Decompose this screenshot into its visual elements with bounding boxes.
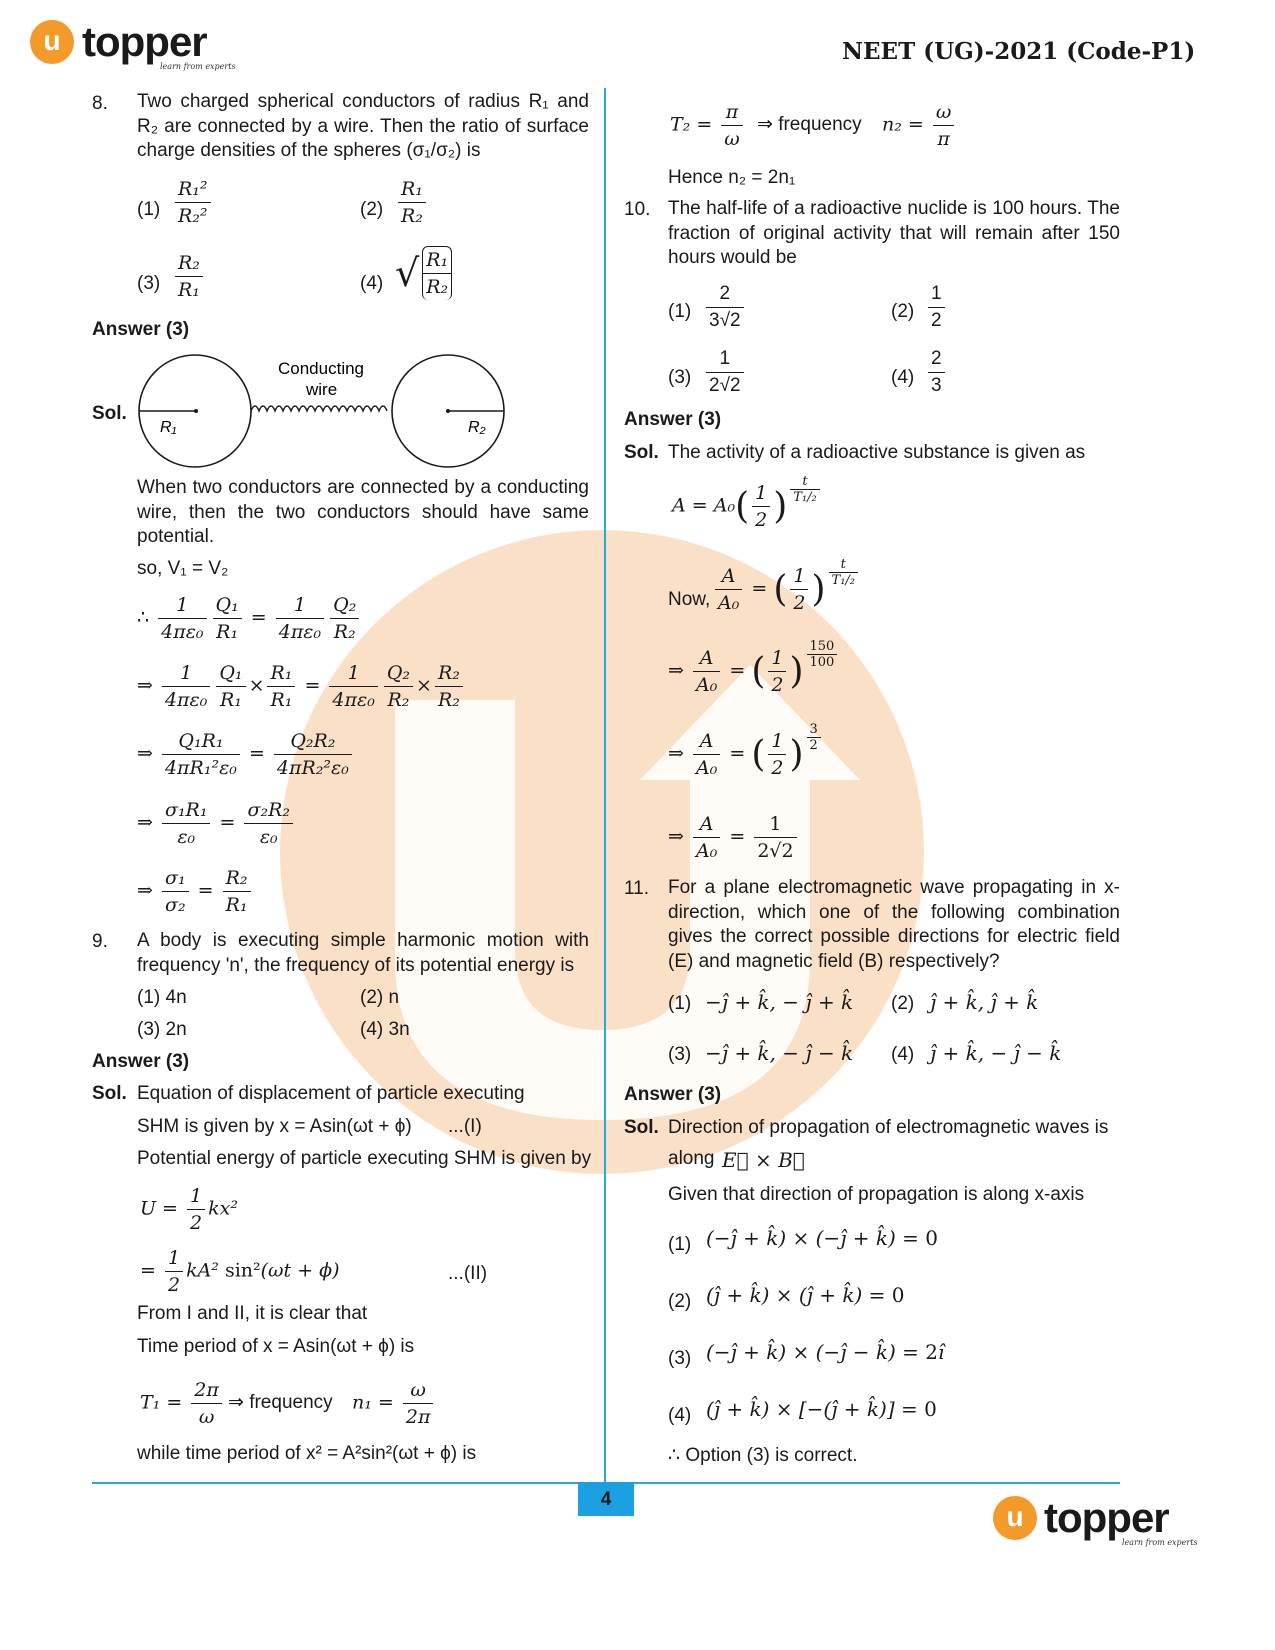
q9-sol-line-1: Equation of displacement of particle executing bbox=[137, 1083, 525, 1104]
q8-eq-5: ⇒ $\frac{\text{σ₁}}{\text{σ₂}}$ = $\frac{\text{R₂}}{\text{R₁}}$ bbox=[137, 865, 254, 918]
q8-eq-3: ⇒ $\frac{\text{Q₁R₁}}{\text{4πR₁²ε₀}}$ = $\frac{\text{Q₂R₂}}{\text{4πR₂²ε₀}}$ bbox=[137, 728, 355, 781]
q8-eq-1: ∴ $\frac{1}{\text{4πε₀}}$ $\frac{\text{Q₁}}{\text{R₁}}$ = $\frac{1}{\text{4πε₀}}$ $\frac{\text{Q₂}}{\text{R₂}}$ bbox=[137, 592, 362, 645]
q9-ref-1: ...(I) bbox=[448, 1116, 482, 1137]
q11-conclusion: ∴ Option (3) is correct. bbox=[668, 1445, 858, 1466]
q11-option-4-formula: ĵ + k̂, − ĵ − k̂ bbox=[930, 1041, 1062, 1065]
q8-eq-2: ⇒ $\frac{1}{\text{4πε₀}}$ $\frac{\text{Q₁}}{\text{R₁}}$ × $\frac{\text{R₁}}{\text{R₁}}$ = $\frac{1}{\text{4πε₀}}$ $\frac{\text{Q₂}}{\text{R₂}}$ × $\frac{\text{R₂}}{\text{R₂}}$ bbox=[137, 660, 466, 713]
q8-option-4-formula: √ $\frac{\text{R₁}}{\text{R₂}}$ bbox=[395, 246, 455, 300]
brand-tagline: learn from experts bbox=[160, 62, 236, 71]
watermark-logo bbox=[280, 530, 925, 1175]
q9-eq-potential-energy: U = $\frac{1}{2}$ kx² bbox=[140, 1185, 238, 1234]
q10-question: The half-life of a radioactive nuclide is 100 hours. The fraction of original activity that will remain after 150 hours would be bbox=[668, 198, 1120, 268]
q11-option-3-formula: −ĵ + k̂, − ĵ − k̂ bbox=[705, 1041, 854, 1065]
q8-option-2-formula: $\frac{\text{R₁}}{\text{R₂}}$ bbox=[395, 176, 429, 229]
q11-option-2-formula: ĵ + k̂, ĵ + k̂ bbox=[930, 990, 1039, 1014]
q10-now: Now, bbox=[668, 589, 711, 610]
q10-eq-simplified: ⇒ $\frac{A}{\text{A₀}}$ = ( $\frac{1}{2}$ ) $^{\frac{3}{2}}$ bbox=[668, 728, 824, 781]
q11-along: along bbox=[668, 1148, 715, 1169]
q11-check-4: (ĵ + k̂) × [−(ĵ + k̂)] = 0 bbox=[706, 1397, 937, 1421]
q11-check-3-label: (3) bbox=[668, 1348, 692, 1369]
footer-brand-name: topper bbox=[1044, 1494, 1169, 1541]
q10-eq-result: ⇒ $\frac{A}{\text{A₀}}$ = $\frac{1}{2√2}$ bbox=[668, 811, 800, 864]
q8-option-1-label: (1) bbox=[137, 199, 161, 220]
q8-number: 8. bbox=[92, 93, 108, 114]
q10-eq-ratio: $\frac{A}{\text{A₀}}$ = ( $\frac{1}{2}$ ) $^{\frac{t}{\text{T₁/₂}}}$ bbox=[712, 563, 861, 616]
q8-answer: Answer (3) bbox=[92, 319, 190, 340]
q8-r2-label: R₂ bbox=[468, 419, 486, 436]
q9-eq-period-1: T₁ = $\frac{2\pi}{\omega}$ bbox=[140, 1377, 225, 1430]
q9-option-1: (1) 4n bbox=[137, 987, 187, 1008]
q9-frequency-label: ⇒ frequency bbox=[228, 1392, 333, 1413]
q9-hence: Hence n₂ = 2n₁ bbox=[668, 167, 796, 188]
q10-number: 10. bbox=[624, 199, 651, 220]
q11-check-2: (ĵ + k̂) × (ĵ + k̂) = 0 bbox=[706, 1283, 905, 1307]
q10-option-4-label: (4) bbox=[891, 367, 915, 388]
q8-option-3-label: (3) bbox=[137, 273, 161, 294]
q9-eq-freq-1: n₁ = $\frac{\omega}{2\pi}$ bbox=[352, 1377, 436, 1430]
q9-sol-label: Sol. bbox=[92, 1083, 127, 1104]
q8-so-line: so, V₁ = V₂ bbox=[137, 558, 229, 579]
q8-option-3-formula: $\frac{\text{R₂}}{\text{R₁}}$ bbox=[172, 250, 206, 303]
q10-answer: Answer (3) bbox=[624, 409, 722, 430]
q8-wire-label-2: wire bbox=[306, 380, 338, 399]
q8-wire-label-1: Conducting bbox=[278, 359, 365, 378]
q10-eq-substituted: ⇒ $\frac{A}{\text{A₀}}$ = ( $\frac{1}{2}$ ) $^{\frac{150}{100}}$ bbox=[668, 645, 840, 698]
q11-number: 11. bbox=[624, 878, 650, 899]
q11-check-1: (−ĵ + k̂) × (−ĵ + k̂) = 0 bbox=[706, 1226, 938, 1250]
q10-option-2-formula: $\frac{1}{2}$ bbox=[925, 281, 948, 334]
topper-logo-icon: u bbox=[30, 20, 74, 64]
q11-sol-line-2: Given that direction of propagation is along x-axis bbox=[668, 1184, 1085, 1205]
q9-ref-2: ...(II) bbox=[448, 1263, 488, 1284]
q10-sol-label: Sol. bbox=[624, 442, 659, 463]
q9-eq-freq-2: n₂ = $\frac{\omega}{\pi}$ bbox=[882, 99, 957, 152]
page-number: 4 bbox=[600, 1489, 612, 1510]
q8-eq-4: ⇒ $\frac{\text{σ₁R₁}}{\text{ε₀}}$ = $\frac{\text{σ₂R₂}}{\text{ε₀}}$ bbox=[137, 797, 296, 850]
q11-option-2-label: (2) bbox=[891, 993, 915, 1014]
q11-question: For a plane electromagnetic wave propagating in x-direction, which one of the following combination gives the correct possible directions for electric field (E) and magnetic field (B) respectively? bbox=[668, 877, 1120, 972]
q8-option-2-label: (2) bbox=[360, 199, 384, 220]
q11-check-2-label: (2) bbox=[668, 1291, 692, 1312]
q9-sol-line-3: Potential energy of particle executing SHM is given by bbox=[137, 1148, 592, 1169]
q11-option-1-formula: −ĵ + k̂, − ĵ + k̂ bbox=[705, 990, 854, 1014]
q10-option-3-formula: $\frac{1}{2√2}$ bbox=[703, 346, 747, 399]
q8-conductors-diagram bbox=[138, 354, 508, 470]
q9-question: A body is executing simple harmonic motion with frequency 'n', the frequency of its potential energy is bbox=[137, 930, 589, 976]
footer-brand-tagline: learn from experts bbox=[1122, 1538, 1198, 1547]
q9-number: 9. bbox=[92, 931, 108, 952]
q9-option-2: (2) n bbox=[360, 987, 400, 1008]
q11-option-1-label: (1) bbox=[668, 993, 692, 1014]
q8-explanation: When two conductors are connected by a conducting wire, then the two conductors should have same potential. bbox=[137, 477, 589, 547]
q9-option-3: (3) 2n bbox=[137, 1019, 187, 1040]
q9-sol-line-4: From I and II, it is clear that bbox=[137, 1303, 368, 1324]
q9-eq-period-2: T₂ = $\frac{\pi}{\omega}$ bbox=[670, 99, 746, 152]
q10-option-3-label: (3) bbox=[668, 367, 692, 388]
q11-check-1-label: (1) bbox=[668, 1234, 692, 1255]
q9-eq-expanded: = $\frac{1}{2}$ kA² sin²(ωt + ϕ) bbox=[140, 1247, 340, 1296]
q9-answer: Answer (3) bbox=[92, 1051, 190, 1072]
q10-sol-line-1: The activity of a radioactive substance is given as bbox=[668, 442, 1086, 463]
q10-option-1-label: (1) bbox=[668, 301, 692, 322]
q9-cont-frequency-label: ⇒ frequency bbox=[757, 114, 862, 135]
q10-eq-activity: A = A₀( $\frac{1}{2}$ ) $^{\frac{t}{\text{T₁/₂}}}$ bbox=[672, 480, 823, 533]
q9-sol-line-2: SHM is given by x = Asin(ωt + ϕ) bbox=[137, 1116, 412, 1137]
q9-sol-line-6: while time period of x² = A²sin²(ωt + ϕ) is bbox=[137, 1443, 477, 1464]
q8-option-4-label: (4) bbox=[360, 273, 384, 294]
q10-option-1-formula: $\frac{2}{3√2}$ bbox=[703, 281, 747, 334]
q11-sol-label: Sol. bbox=[624, 1117, 659, 1138]
q10-option-4-formula: $\frac{2}{3}$ bbox=[925, 346, 948, 399]
q11-cross-product: E⃗ × B⃗ bbox=[722, 1148, 805, 1172]
q9-option-4: (4) 3n bbox=[360, 1019, 410, 1040]
column-divider bbox=[604, 88, 606, 1488]
q9-sol-line-5: Time period of x = Asin(ωt + ϕ) is bbox=[137, 1336, 415, 1357]
brand-name: topper bbox=[82, 18, 207, 65]
q11-answer: Answer (3) bbox=[624, 1084, 722, 1105]
q11-check-3: (−ĵ + k̂) × (−ĵ − k̂) = 2î bbox=[706, 1340, 945, 1364]
q8-question: Two charged spherical conductors of radius R₁ and R₂ are connected by a wire. Then the ratio of surface charge densities of the spheres (σ₁/σ₂) is bbox=[137, 91, 589, 161]
q11-check-4-label: (4) bbox=[668, 1405, 692, 1426]
q11-sol-line-1: Direction of propagation of electromagnetic waves is bbox=[668, 1117, 1109, 1138]
q8-sol-label: Sol. bbox=[92, 403, 127, 424]
q8-r1-label: R₁ bbox=[160, 419, 177, 436]
footer-topper-logo-icon: u bbox=[993, 1496, 1037, 1540]
q11-option-3-label: (3) bbox=[668, 1044, 692, 1065]
q10-option-2-label: (2) bbox=[891, 301, 915, 322]
q11-option-4-label: (4) bbox=[891, 1044, 915, 1065]
exam-title: NEET (UG)-2021 (Code-P1) bbox=[842, 38, 1196, 65]
q8-option-1-formula: $\frac{\text{R₁²}}{\text{R₂²}}$ bbox=[172, 176, 214, 229]
